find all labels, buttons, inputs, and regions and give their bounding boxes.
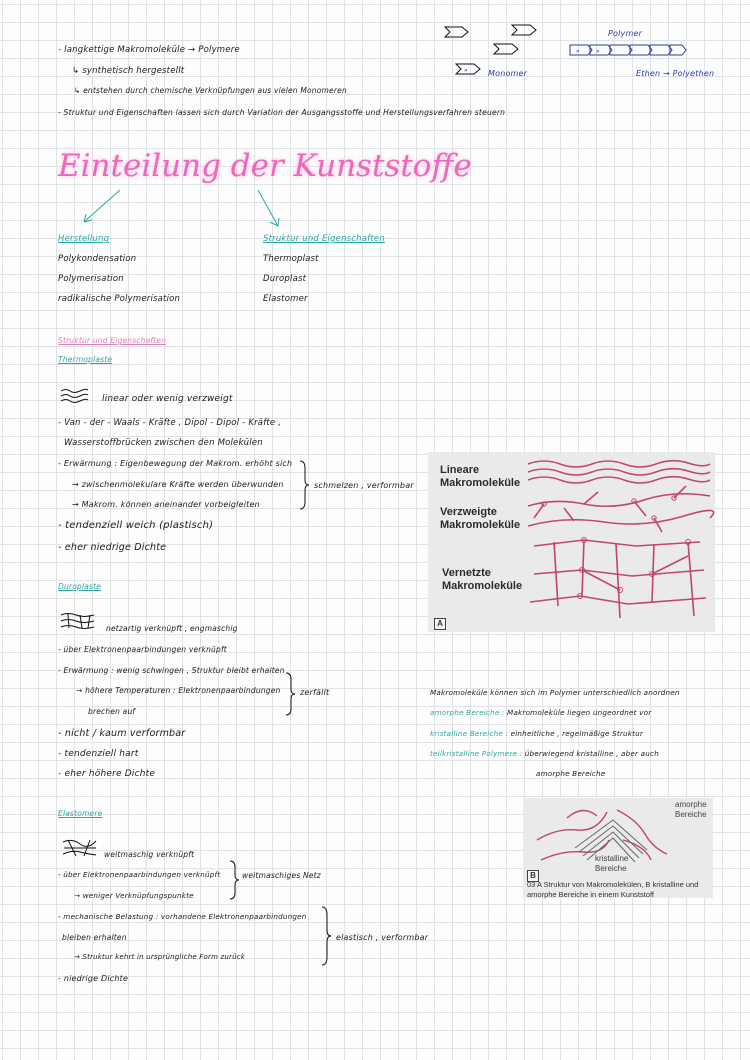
svg-text:»: » [596,48,600,55]
bracket [284,672,296,716]
figure-b [523,798,713,898]
bracket [320,906,332,966]
left-heading: Herstellung [58,234,110,244]
figure-a-diagram [524,456,714,626]
duro-bracket-note: zerfällt [300,688,330,697]
figure-b-kristallin-label: kristalline Bereiche [595,854,629,873]
duro-line-7: - eher höhere Dichte [58,769,156,779]
elasto-line-6: - niedrige Dichte [58,974,129,983]
duro-line-1: - über Elektronenpaarbindungen verknüpft [58,645,227,654]
figure-a-label-crosslinked: Vernetzte Makromoleküle [442,567,523,592]
elasto-line-5: → Struktur kehrt in ursprüngliche Form zurück [74,953,246,961]
bracket [228,860,240,900]
intro-line-2: ↳ synthetisch hergestellt [72,66,185,76]
figure-a-badge: A [434,618,446,630]
elasto-bracket-note: weitmaschiges Netz [242,871,321,880]
elasto-line-3: - mechanische Belastung : vorhandene Elektronenpaarbindungen [58,912,307,921]
side-note-1: Makromoleküle können sich im Polymer unterschiedlich anordnen [430,688,680,697]
elastomere-heading: Elastomere [58,809,103,818]
ethen-label: Ethen → Polyethen [636,69,715,78]
duroplaste-heading: Duroplaste [58,582,102,591]
thermo-line-1: - Van - der - Waals - Kräfte , Dipol - Dipol - Kräfte , [58,418,282,428]
left-item-1: Polykondensation [58,254,137,264]
svg-text:»: » [464,67,468,74]
elasto-bracket-note-2: elastisch , verformbar [336,933,429,942]
left-item-3: radikalische Polymerisation [58,294,181,304]
elasto-line-1: - über Elektronenpaarbindungen verknüpft [58,870,221,879]
right-heading: Struktur und Eigenschaften [263,234,385,244]
figure-a-label-branched: Verzweigte Makromoleküle [440,506,521,531]
thermo-line-4: → zwischenmolekulare Kräfte werden überwunden [72,480,284,489]
thermo-line-6: - tendenziell weich (plastisch) [58,520,214,531]
thermo-line-2: Wasserstoffbrücken zwischen den Molekülen [64,438,263,448]
svg-text:»: » [576,48,580,55]
figure-a [428,452,715,632]
loose-network-icon [62,838,98,858]
thermo-line-7: - eher niedrige Dichte [58,542,167,553]
page-title: Einteilung der Kunststoffe [58,148,472,184]
title-arrows [60,186,360,236]
duro-line-3: → höhere Temperaturen : Elektronenpaarbindungen [76,686,281,695]
bracket [298,460,310,510]
monomer-label: Monomer [488,69,528,78]
side-note-4: teilkristalline Polymere : überwiegend kristalline , aber auch [430,749,659,758]
elastomere-structure: weitmaschig verknüpft [104,850,195,859]
right-item-3: Elastomer [263,294,308,304]
right-item-2: Duroplast [263,274,307,284]
duro-line-5: - nicht / kaum verformbar [58,728,186,739]
figure-b-amorph-label: amorphe Bereiche [675,800,707,819]
intro-line-3: ↳ entstehen durch chemische Verknüpfungen aus vielen Monomeren [74,86,347,95]
duro-line-6: - tendenziell hart [58,749,139,759]
side-note-2: amorphe Bereiche : Makromoleküle liegen ungeordnet vor [430,708,652,717]
thermoplaste-heading: Thermoplaste [58,355,113,364]
side-note-3: kristalline Bereiche : einheitliche , regelmäßige Struktur [430,729,644,738]
duro-line-2: - Erwärmung : wenig schwingen , Struktur bleibt erhalten [58,666,285,675]
elasto-line-2: → weniger Verknüpfungspunkte [74,891,194,900]
elasto-line-4: bleiben erhalten [62,933,127,942]
intro-line-4: - Struktur und Eigenschaften lassen sich durch Variation der Ausgangsstoffe und Herstellungsverfahren steuern [58,108,506,117]
network-icon [60,612,96,632]
intro-line-1: - langkettige Makromoleküle → Polymere [58,45,240,55]
section-heading: Struktur und Eigenschaften [58,336,167,345]
polymer-label: Polymer [608,29,643,38]
side-note-5: amorphe Bereiche [536,769,606,778]
figure-b-caption: 03 A Struktur von Makromolekülen, B kristalline und amorphe Bereiche in einem Kunststoff [527,880,699,899]
thermo-line-5: → Makrom. können aneinander vorbeigleiten [72,500,260,509]
right-item-1: Thermoplast [263,254,319,264]
thermo-bracket-note: schmelzen , verformbar [314,481,414,490]
left-item-2: Polymerisation [58,274,124,284]
thermoplaste-structure: linear oder wenig verzweigt [102,394,233,404]
duro-line-4: brechen auf [88,707,136,716]
monomer-sketch [440,20,740,100]
linear-chains-icon [60,388,90,404]
figure-a-label-linear: Lineare Makromoleküle [440,464,521,489]
thermo-line-3: - Erwärmung : Eigenbewegung der Makrom. erhöht sich [58,459,293,468]
duroplaste-structure: netzartig verknüpft , engmaschig [106,624,238,633]
figure-b-badge: B [527,870,539,882]
